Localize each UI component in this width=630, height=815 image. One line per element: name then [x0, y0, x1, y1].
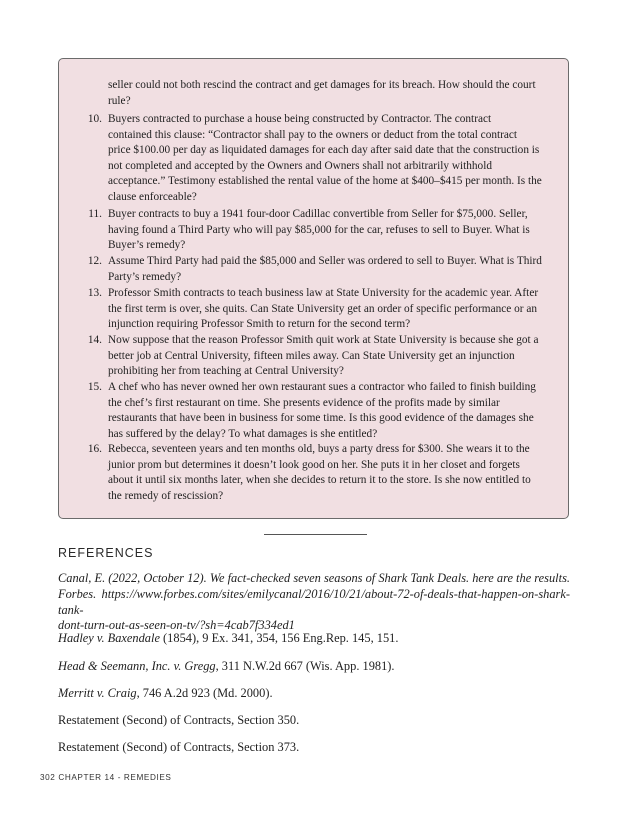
question-number: 15. [87, 381, 102, 393]
question-text: Assume Third Party had paid the $85,000 and Seller was ordered to sell to Buyer. What is Third Party’s remedy? [108, 255, 542, 283]
reference-canal: Canal, E. (2022, October 12). We fact-checked seven seasons of Shark Tank Deals. here are the results. Forbes. https://www.forbes.com/sites/emilycanal/2016/10/21/about-72-of-deals-that-happen-on-shark-tank- dont-turn-out-as-seen-on-tv/?sh=4cab7f334ed1 [58, 571, 570, 633]
question-number: 11. [88, 208, 102, 220]
reference-restatement-373: Restatement (Second) of Contracts, Section 373. [58, 740, 300, 754]
question-number: 10. [87, 113, 102, 125]
references-heading: REFERENCES [58, 546, 154, 560]
question-number: 16. [87, 443, 102, 455]
reference-head-seemann [58, 659, 570, 675]
question-text: seller could not both rescind the contract and get damages for its breach. How should the court rule? [108, 79, 536, 107]
question-text: Professor Smith contracts to teach business law at State University for the academic year. After the first term is over, she quits. Can State University get an order of specific performance or an injunction requiring Professor Smith to return for the second term? [108, 287, 539, 331]
question-text: Buyer contracts to buy a 1941 four-door Cadillac convertible from Seller for $75,000. Seller, having found a Third Party who will pay $85,000 for the car, refuses to sell to Buyer. What is Buyer’s remedy? [108, 208, 530, 252]
case-citation: (1854), 9 Ex. 341, 354, 156 Eng.Rep. 145, 151. [159, 631, 399, 645]
question-text: Rebecca, seventeen years and ten months old, buys a party dress for $300. She wears it to the junior prom but determines it doesn’t look good on her. She puts it in her closet and forgets about it until six months later, when she decides to return it to the store. Is she now entitled to the remedy of rescission? [108, 443, 531, 502]
reference-merritt [58, 686, 570, 702]
question-number: 12. [87, 255, 102, 267]
reference-hadley [58, 631, 570, 647]
question-text: A chef who has never owned her own restaurant sues a contractor who failed to finish building the chef’s first restaurant on time. She presents evidence of the profits made by similar restaurants that have been in business for some time. Is this good evidence of the damages she has suffered by the delay? To what damages is she entitled? [108, 381, 536, 440]
question-text: Buyers contracted to purchase a house being constructed by Contractor. The contract contained this clause: “Contractor shall pay to the owners or deduct from the total contract price $100.00 per day as liquidated damages for each day after said date that the construction is not completed and accepted by the Owners and Owners shall not arbitrarily withhold acceptance.” Testimony established the rental value of the home at $400–$415 per month. Is the clause enforceable? [108, 113, 542, 203]
case-name: Head & Seemann, Inc. v. Gregg [58, 659, 216, 673]
case-name: Merritt v. Craig [58, 686, 137, 700]
review-questions-box [58, 58, 569, 519]
page-footer: 302 CHAPTER 14 - REMEDIES [40, 773, 172, 782]
question-text: Now suppose that the reason Professor Smith quit work at State University is because she got a better job at Central University, fifteen miles away. Can State University get an injunction prohibiting her from teaching at Central University? [108, 334, 539, 378]
case-citation: , 746 A.2d 923 (Md. 2000). [136, 686, 273, 700]
question-number: 13. [87, 287, 102, 299]
case-name: Hadley v. Baxendale [58, 631, 160, 645]
reference-restatement-350: Restatement (Second) of Contracts, Section 350. [58, 713, 300, 727]
question-number: 14. [87, 334, 102, 346]
section-divider [264, 534, 367, 535]
case-citation: , 311 N.W.2d 667 (Wis. App. 1981). [215, 659, 395, 673]
